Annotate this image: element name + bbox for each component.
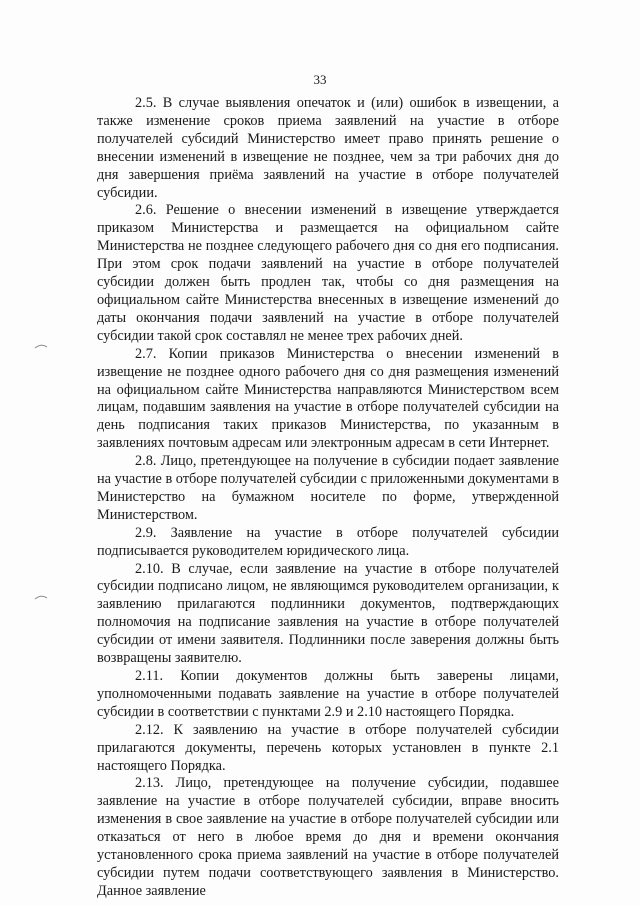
paragraph-2-8: 2.8. Лицо, претендующее на получение в субсидии подает заявление на участие в отборе получателей субсидии с приложенными документами в Министерство на бумажном носителе по форме, утвержденной Министерством. [97, 453, 559, 523]
hole-punch-mark [34, 343, 48, 349]
paragraph-2-10: 2.10. В случае, если заявление на участие в отборе получателей субсидии подписано лицом, не являющимся руководителем организации, к заявлению прилагаются подлинники документов, подтверждающих полномочия на подписание заявления на участие в отборе получателей субсидии от имени заявителя. Подлинники после заверения должны быть возвращены заявителю. [97, 560, 559, 667]
document-body [97, 95, 559, 901]
paragraph-2-9: 2.9. Заявление на участие в отборе получателей субсидии подписывается руководителем юридического лица. [97, 524, 559, 559]
paragraph-2-7: 2.7. Копии приказов Министерства о внесении изменений в извещение не позднее одного рабочего дня со дня размещения изменений на официальном сайте Министерства направляются Министерством всем лицам, подавшим заявления на участие в отборе получателей субсидии на день подписания таких приказов Министерства, по указанным в заявлениях почтовым адресам или электронным адресам в сети Интернет. [97, 345, 559, 452]
paragraph-2-12: 2.12. К заявлению на участие в отборе получателей субсидии прилагаются документы, перечень которых установлен в пункте 2.1 настоящего Порядка. [97, 721, 559, 774]
paragraph-2-13: 2.13. Лицо, претендующее на получение субсидии, подавшее заявление на участие в отборе получателей субсидии, вправе вносить изменения в свое заявление на участие в отборе получателей субсидии или отказаться от него в любое время до дня и времени окончания установленного срока приема заявлений на участие в отборе получателей субсидии путем подачи соответствующего заявления в Министерство. Данное заявление [97, 775, 559, 899]
page-number: 33 [313, 72, 327, 87]
paragraph-2-11: 2.11. Копии документов должны быть заверены лицами, уполномоченными подавать заявление на участие в отборе получателей субсидии в соответствии с пунктами 2.9 и 2.10 настоящего Порядка. [97, 668, 559, 720]
paragraph-2-5: 2.5. В случае выявления опечаток и (или) ошибок в извещении, а также изменение сроков приема заявлений на участие в отборе получателей субсидий Министерство имеет право принять решение о внесении изменений в извещение не позднее, чем за три рабочих дня до дня завершения приёма заявлений на участие в отборе получателей субсидии. [97, 95, 559, 201]
paragraph-2-6: 2.6. Решение о внесении изменений в извещение утверждается приказом Министерства и размещается на официальном сайте Министерства не позднее следующего рабочего дня со дня его подписания. При этом срок подачи заявлений на участие в отборе получателей субсидии должен быть продлен так, чтобы со дня размещения на официальном сайте Министерства внесенных в извещение изменений до даты окончания подачи заявлений на участие в отборе получателей субсидии такой срок составлял не менее трех рабочих дней. [97, 202, 559, 344]
hole-punch-mark [34, 594, 48, 600]
